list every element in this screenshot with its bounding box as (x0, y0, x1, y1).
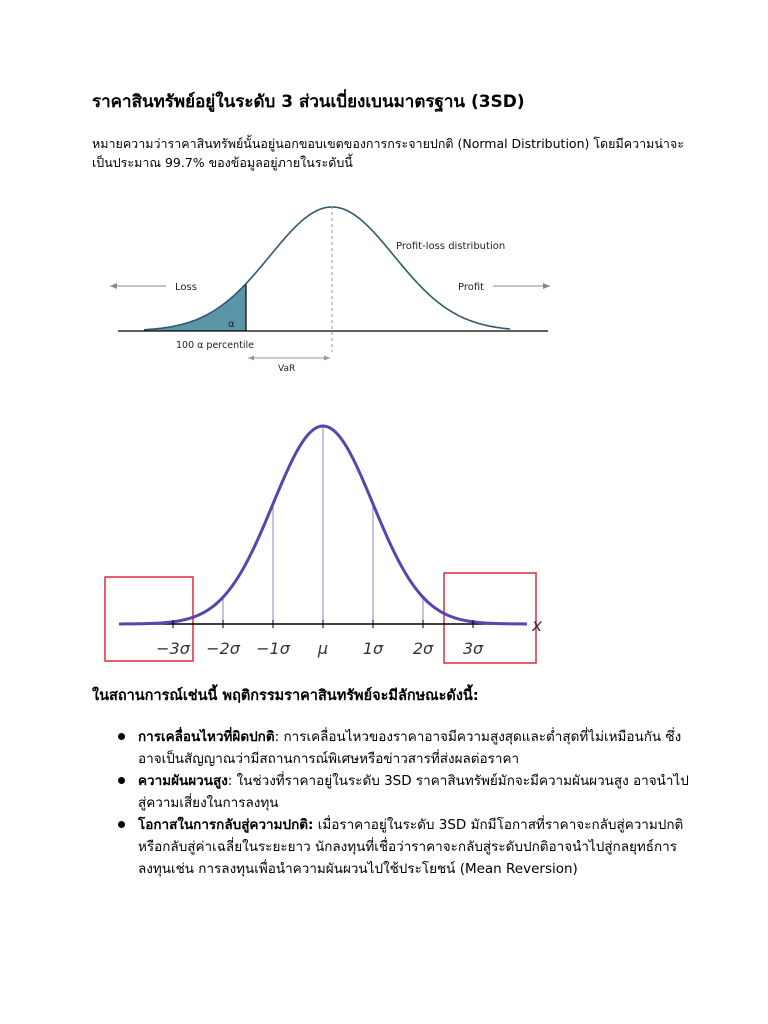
profit-label: Profit (458, 282, 485, 293)
intro-paragraph: หมายความว่าราคาสินทรัพย์นั้นอยู่นอกขอบเขตของการกระจายปกติ (Normal Distribution) โดยมีความน่าจะเป็นประมาณ 99.7% ของข้อมูลอยู่ภายในระดับนี้ (92, 136, 684, 170)
loss-arrowhead-icon (110, 283, 117, 289)
var-label: VaR (278, 364, 296, 374)
alpha-label: α (228, 319, 235, 330)
bullet-text: ในช่วงที่ราคาอยู่ในระดับ 3SD ราคาสินทรัพย์มักจะมีความผันผวนสูง อาจนำไปสู่ความเสี่ยงในการลงทุน (138, 773, 689, 811)
bullet-label: โอกาสในการกลับสู่ความปกติ: (138, 817, 314, 833)
profit-arrowhead-icon (543, 283, 550, 289)
bullet-label: ความผันผวนสูง (138, 773, 228, 789)
normal-distribution-figure (95, 408, 555, 672)
curve-label: Profit-loss distribution (396, 241, 506, 252)
tick-label: −3σ (156, 639, 190, 658)
var-left-arrowhead-icon (248, 356, 254, 361)
tick-label: 2σ (412, 639, 434, 658)
bullet-dot-icon (118, 733, 125, 740)
behavior-list (116, 726, 696, 880)
loss-label: Loss (175, 282, 197, 293)
axis-variable-label: x (532, 616, 543, 636)
tick-label: 1σ (362, 639, 384, 658)
percentile-label: 100 α percentile (176, 340, 254, 351)
bullet-text: การเคลื่อนไหวของราคาอาจมีความสูงสุดและต่ำสุดที่ไม่เหมือนกัน ซึ่งอาจเป็นสัญญาณว่ามีสถานการณ์พิเศษหรือข่าวสารที่ส่งผลต่อราคา (138, 729, 682, 767)
distribution-curve (144, 207, 510, 330)
bullet-separator: : (227, 773, 237, 789)
bullet-dot-icon (118, 821, 125, 828)
section-heading: ในสถานการณ์เช่นนี้ พฤติกรรมราคาสินทรัพย์จะมีลักษณะดังนี้: (92, 688, 479, 704)
bullet-dot-icon (118, 777, 125, 784)
page-title: ราคาสินทรัพย์อยู่ในระดับ 3 ส่วนเบี่ยงเบนมาตรฐาน (3SD) (92, 92, 525, 112)
bullet-separator: : (274, 729, 284, 745)
bullet-label: การเคลื่อนไหวที่ผิดปกติ (138, 729, 275, 745)
tick-label: 3σ (462, 639, 484, 658)
behavior-list-item (116, 814, 696, 880)
var-distribution-figure (100, 196, 560, 376)
var-right-arrowhead-icon (324, 356, 330, 361)
tick-label: −2σ (206, 639, 240, 658)
behavior-list-item (116, 726, 696, 770)
bullet-text: เมื่อราคาอยู่ในระดับ 3SD มักมีโอกาสที่ราคาจะกลับสู่ความปกติ หรือกลับสู่ค่าเฉลี่ยในระยะยาว นักลงทุนที่เชื่อว่าราคาจะกลับสู่ระดับปกติอาจนำไปสู่กลยุทธ์การลงทุนเช่น การลงทุนเพื่อนำความผันผวนไปใช้ประโยชน์ (Mean Reversion) (138, 817, 684, 877)
tick-label: −1σ (256, 639, 290, 658)
behavior-list-item (116, 770, 696, 814)
tick-label: μ (317, 639, 329, 658)
